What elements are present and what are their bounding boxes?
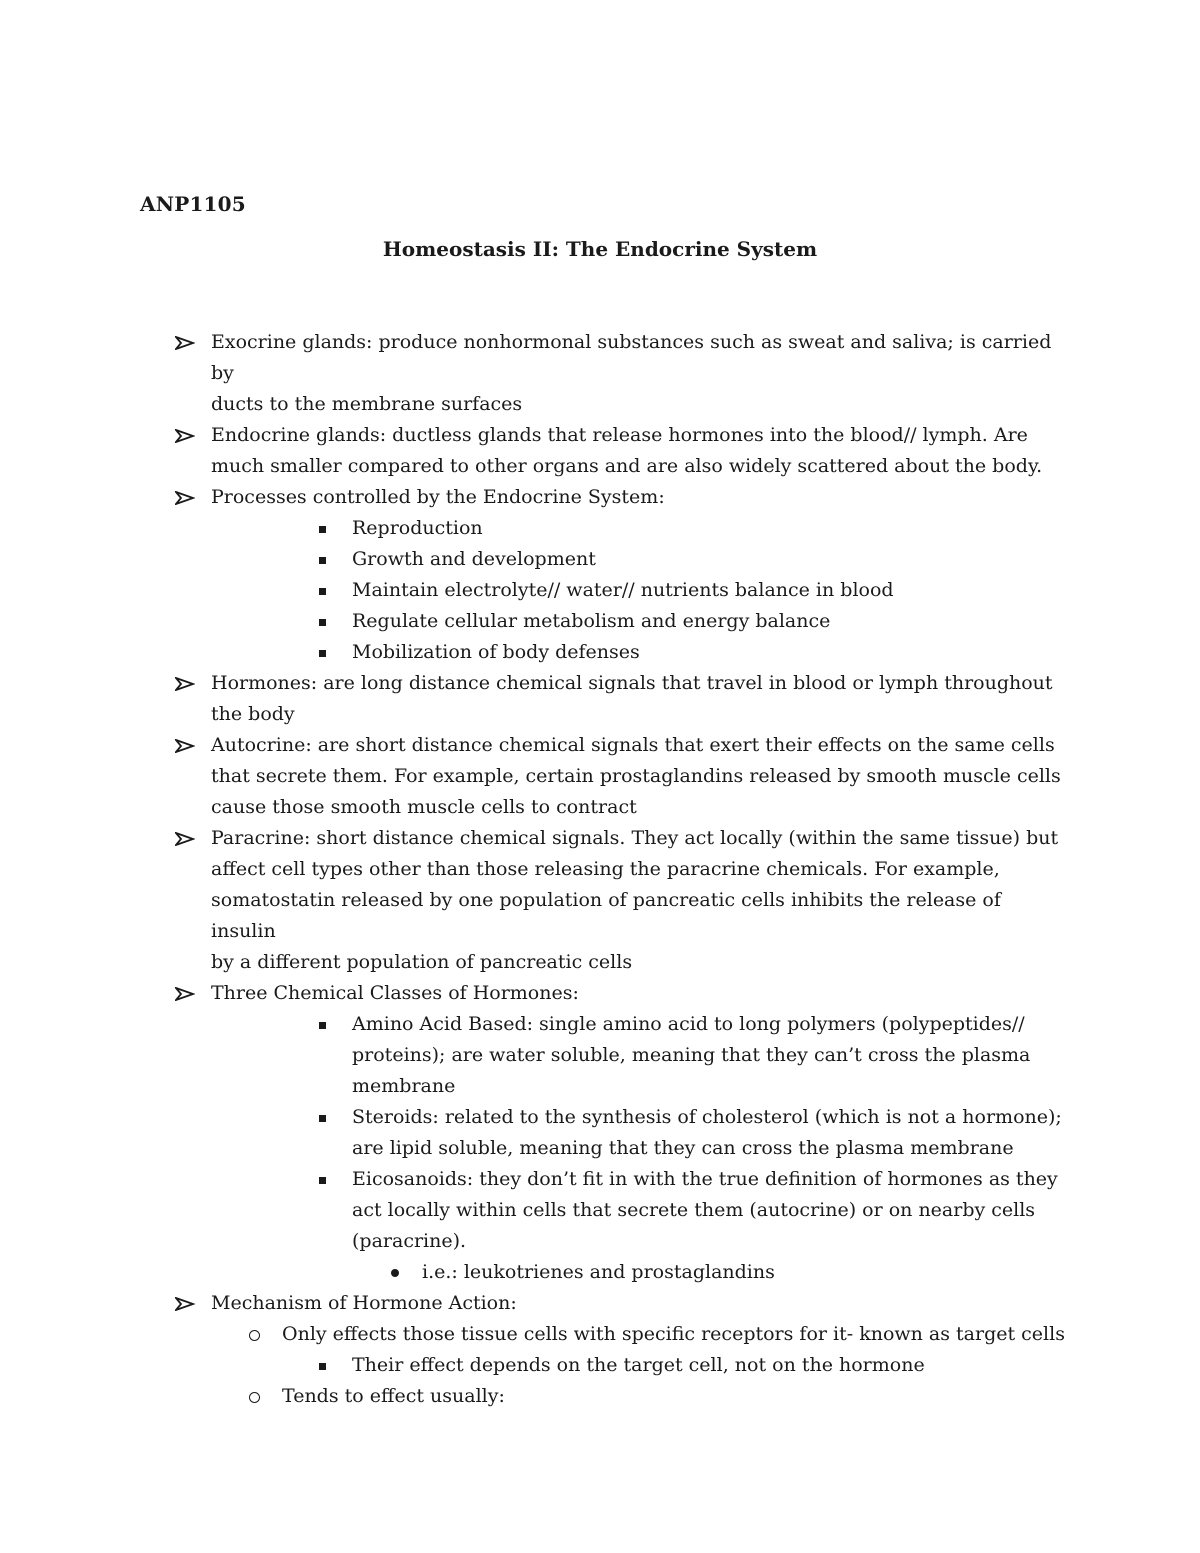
- list-item-text: Regulate cellular metabolism and energy balance: [352, 610, 831, 632]
- list-item: [0, 1288, 1200, 1319]
- list-item-text: Maintain electrolyte// water// nutrients balance in blood: [352, 579, 894, 601]
- list-item-text: Processes controlled by the Endocrine System:: [211, 486, 665, 508]
- list-item-text: Mechanism of Hormone Action:: [211, 1292, 517, 1314]
- list-item-text: Amino Acid Based: single amino acid to long polymers (polypeptides// proteins); are water soluble, meaning that they can’t cross the plasma membrane: [352, 1013, 1031, 1097]
- list-item-text: i.e.: leukotrienes and prostaglandins: [422, 1261, 775, 1283]
- document-title: Homeostasis II: The Endocrine System: [382, 237, 818, 261]
- list-item-text: Three Chemical Classes of Hormones:: [211, 982, 579, 1004]
- list-item: [0, 1350, 1200, 1381]
- circle-bullet-icon: [246, 1381, 268, 1412]
- list-item: [0, 327, 1200, 420]
- list-item-text: Reproduction: [352, 517, 483, 539]
- course-code: ANP1105: [140, 192, 246, 216]
- dot-bullet-icon: [386, 1257, 408, 1288]
- list-item: [0, 823, 1200, 978]
- list-item-text: Hormones: are long distance chemical signals that travel in blood or lymph throughout the body: [211, 672, 1053, 725]
- list-item: [0, 1257, 1200, 1288]
- list-item-text: Steroids: related to the synthesis of cholesterol (which is not a hormone); are lipid soluble, meaning that they can cross the plasma membrane: [352, 1106, 1062, 1159]
- arrow-bullet-icon: [175, 730, 197, 761]
- list-item-text: Mobilization of body defenses: [352, 641, 640, 663]
- list-item-text: Paracrine: short distance chemical signals. They act locally (within the same tissue) but affect cell types other than those releasing the paracrine chemicals. For example, somatostatin released by one population of pancreatic cells inhibits the release of insulin by a different population of pancreatic cells: [211, 827, 1059, 973]
- list-item-text: Their effect depends on the target cell, not on the hormone: [352, 1354, 925, 1376]
- list-item: [0, 637, 1200, 668]
- arrow-bullet-icon: [175, 420, 197, 451]
- list-item: [0, 1381, 1200, 1412]
- list-item: [0, 513, 1200, 544]
- list-item-text: Eicosanoids: they don’t fit in with the true definition of hormones as they act locally within cells that secrete them (autocrine) or on nearby cells (paracrine).: [352, 1168, 1058, 1252]
- list-item: [0, 1009, 1200, 1102]
- square-bullet-icon: [316, 606, 338, 637]
- list-item-text: Autocrine: are short distance chemical signals that exert their effects on the same cells that secrete them. For example, certain prostaglandins released by smooth muscle cells cause those smooth muscle cells to contract: [211, 734, 1061, 818]
- list-item-text: Growth and development: [352, 548, 596, 570]
- arrow-bullet-icon: [175, 1288, 197, 1319]
- notes-list: [0, 327, 1200, 1412]
- list-item: [0, 606, 1200, 637]
- arrow-bullet-icon: [175, 482, 197, 513]
- list-item-text: Tends to effect usually:: [282, 1385, 505, 1407]
- list-item: [0, 544, 1200, 575]
- list-item: [0, 668, 1200, 730]
- square-bullet-icon: [316, 544, 338, 575]
- arrow-bullet-icon: [175, 823, 197, 854]
- circle-bullet-icon: [246, 1319, 268, 1350]
- list-item: [0, 1102, 1200, 1164]
- square-bullet-icon: [316, 575, 338, 606]
- list-item: [0, 978, 1200, 1009]
- arrow-bullet-icon: [175, 978, 197, 1009]
- square-bullet-icon: [316, 637, 338, 668]
- list-item: [0, 482, 1200, 513]
- list-item-text: Endocrine glands: ductless glands that release hormones into the blood// lymph. Are much smaller compared to other organs and are also widely scattered about the body.: [211, 424, 1043, 477]
- square-bullet-icon: [316, 513, 338, 544]
- arrow-bullet-icon: [175, 327, 197, 358]
- list-item-text: Only effects those tissue cells with specific receptors for it- known as target cells: [282, 1323, 1065, 1345]
- list-item: [0, 420, 1200, 482]
- arrow-bullet-icon: [175, 668, 197, 699]
- list-item-text: Exocrine glands: produce nonhormonal substances such as sweat and saliva; is carried by ducts to the membrane surfaces: [211, 331, 1052, 415]
- list-item: [0, 730, 1200, 823]
- list-item: [0, 1319, 1200, 1350]
- square-bullet-icon: [316, 1102, 338, 1133]
- list-item: [0, 575, 1200, 606]
- square-bullet-icon: [316, 1350, 338, 1381]
- square-bullet-icon: [316, 1009, 338, 1040]
- square-bullet-icon: [316, 1164, 338, 1195]
- list-item: [0, 1164, 1200, 1257]
